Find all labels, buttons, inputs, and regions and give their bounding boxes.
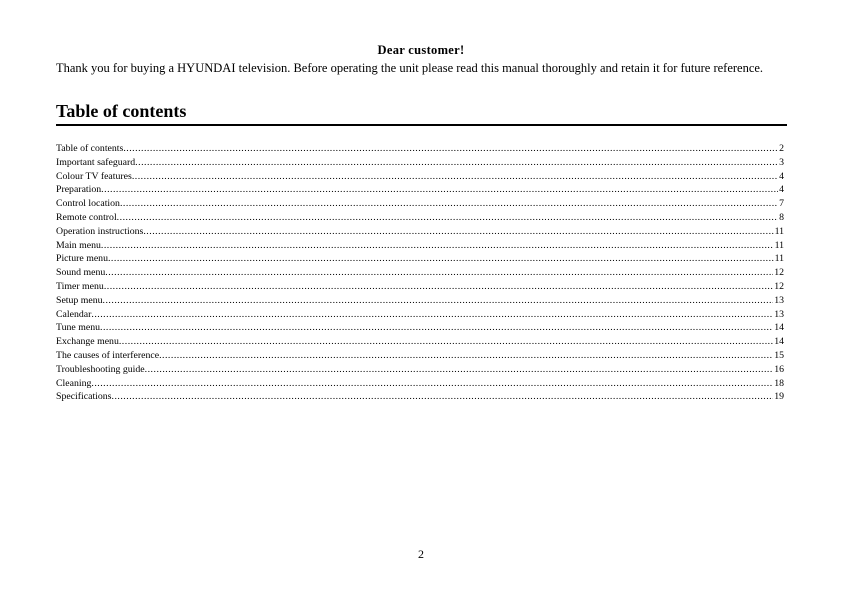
toc-entry <box>56 335 784 349</box>
toc-dot-leader <box>91 308 773 322</box>
toc-dot-leader <box>105 266 773 280</box>
toc-dot-leader <box>132 170 778 184</box>
toc-dot-leader <box>123 142 778 156</box>
toc-entry-title: Cleaning <box>56 377 92 389</box>
toc-entry-title: Tune menu <box>56 322 100 334</box>
toc-entry <box>56 239 784 253</box>
toc-entry-title: Table of contents <box>56 143 124 154</box>
toc-heading: Table of contents <box>56 101 187 121</box>
toc-entry-title: Control location <box>56 198 120 210</box>
toc-entry-page: 13 <box>774 294 784 306</box>
toc-dot-leader <box>112 390 774 404</box>
toc-entry-page: 12 <box>774 267 784 279</box>
toc-entry-page: 14 <box>774 336 784 348</box>
toc-dot-leader <box>101 239 774 253</box>
toc-entry <box>56 349 784 363</box>
toc-entry-title: Setup menu <box>56 294 103 306</box>
toc-dot-leader <box>135 156 778 170</box>
toc-entry-page: 15 <box>774 349 784 361</box>
toc-entry <box>56 197 784 211</box>
toc-entry-title: Operation instructions <box>56 225 144 237</box>
toc-entry <box>56 170 784 184</box>
toc-entry-title: Sound menu <box>56 267 106 279</box>
toc-entry <box>56 321 784 335</box>
toc-entry-page: 11 <box>774 253 784 265</box>
toc-dot-leader <box>117 211 778 225</box>
toc-entry-title: Specifications <box>56 391 112 403</box>
toc-entry-title: Colour TV features <box>56 170 132 182</box>
toc-dot-leader <box>120 197 778 211</box>
heading-rule <box>56 124 787 126</box>
toc-entry-title: Timer menu <box>56 280 104 292</box>
toc-entry-title: The causes of interference <box>56 349 160 361</box>
toc-entry-page: 7 <box>779 198 784 210</box>
toc-entry-page: 19 <box>774 391 784 403</box>
toc-entry-page: 13 <box>774 308 784 320</box>
toc-entry <box>56 377 784 391</box>
toc-dot-leader <box>108 252 774 266</box>
toc-entry-page: 3 <box>779 156 784 168</box>
toc-entry <box>56 211 784 225</box>
toc-entry <box>56 266 784 280</box>
toc-entry-title: Important safeguard <box>56 156 136 168</box>
toc-entry-page: 14 <box>774 322 784 334</box>
toc-entry <box>56 390 784 404</box>
toc-entry <box>56 142 784 156</box>
toc-entry-title: Main menu <box>56 239 101 251</box>
toc-entry-page: 4 <box>779 184 784 196</box>
toc-entry-title: Exchange menu <box>56 336 119 348</box>
toc-entry <box>56 294 784 308</box>
toc-entry <box>56 280 784 294</box>
toc-entry-title: Calendar <box>56 308 92 320</box>
intro-paragraph: Thank you for buying a HYUNDAI television. Before operating the unit please read this manual thoroughly and retain it for future reference. <box>56 61 764 75</box>
toc-entry-page: 2 <box>779 143 784 154</box>
greeting-heading: Dear customer! <box>377 43 465 57</box>
toc-dot-leader <box>103 294 774 308</box>
toc-entry-page: 18 <box>774 377 784 389</box>
toc-entry-page: 11 <box>774 225 784 237</box>
toc-dot-leader <box>101 183 778 197</box>
toc-entry-page: 11 <box>774 239 784 251</box>
toc-entry-title: Remote control <box>56 211 117 223</box>
toc-dot-leader <box>104 280 773 294</box>
toc-entry-page: 12 <box>774 280 784 292</box>
toc-dot-leader <box>159 349 773 363</box>
toc-dot-leader <box>100 321 773 335</box>
toc-entry-title: Picture menu <box>56 253 108 265</box>
toc-dot-leader <box>143 225 773 239</box>
toc-entry <box>56 363 784 377</box>
toc-dot-leader <box>91 377 773 391</box>
toc-dot-leader <box>119 335 773 349</box>
toc-dot-leader <box>145 363 774 377</box>
toc-entry-title: Troubleshooting guide <box>56 363 145 375</box>
toc-entry-title: Preparation <box>56 184 102 196</box>
toc-entry <box>56 252 784 266</box>
toc-entry <box>56 183 784 197</box>
toc-entry-page: 8 <box>779 211 784 223</box>
toc-entry-page: 4 <box>779 170 784 182</box>
toc-list <box>56 142 784 404</box>
toc-entry <box>56 308 784 322</box>
page-number: 2 <box>418 547 424 561</box>
toc-entry <box>56 156 784 170</box>
toc-entry-page: 16 <box>774 363 784 375</box>
toc-entry <box>56 225 784 239</box>
